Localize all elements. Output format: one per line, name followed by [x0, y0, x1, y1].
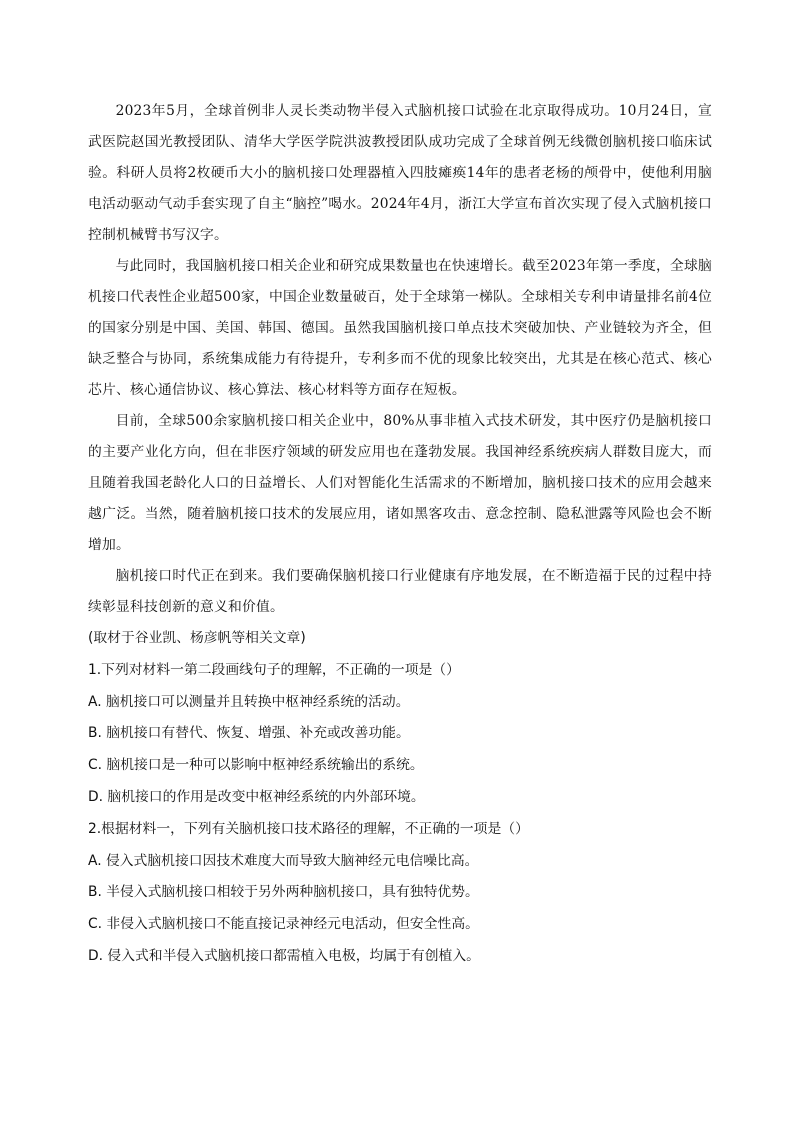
paragraph-4: 脑机接口时代正在到来。我们要确保脑机接口行业健康有序地发展，在不断造福于民的过程中持续彰显科技创新的意义和价值。 [88, 568, 712, 615]
question-stem: 1.下列对材料一第二段画线句子的理解，不正确的一项是（） [88, 661, 460, 678]
question-2 [88, 814, 712, 973]
option-a: A. 脑机接口可以测量并且转换中枢神经系统的活动。 [88, 693, 410, 710]
option-b: B. 半侵入式脑机接口相较于另外两种脑机接口，具有独特优势。 [88, 884, 479, 901]
paragraph-2: 与此同时，我国脑机接口相关企业和研究成果数量也在快速增长。截至2023年第一季度，全球脑机接口代表性企业超500家，中国企业数量破百，处于全球第一梯队。全球相关专利申请量排名前4位的国家分别是中国、美国、韩国、德国。虽然我国脑机接口单点技术突破加快、产业链较为齐全，但缺乏整合与协同，系统集成能力有待提升，专利多而不优的现象比较突出，尤其是在核心范式、核心芯片、核心通信协议、核心算法、核心材料等方面存在短板。 [88, 258, 712, 398]
option-d: D. 脑机接口的作用是改变中枢神经系统的内外部环境。 [88, 788, 425, 805]
option-c: C. 非侵入式脑机接口不能直接记录神经元电活动，但安全性高。 [88, 916, 479, 933]
question-stem: 2.根据材料一，下列有关脑机接口技术路径的理解，不正确的一项是（） [88, 820, 529, 837]
paragraph-3: 目前，全球500余家脑机接口相关企业中，80%从事非植入式技术研发，其中医疗仍是脑机接口的主要产业化方向，但在非医疗领域的研发应用也在蓬勃发展。我国神经系统疾病人群数目庞大，而且随着我国老龄化人口的日益增长、人们对智能化生活需求的不断增加，脑机接口技术的应用会越来越广泛。当然，随着脑机接口技术的发展应用，诸如黑客攻击、意念控制、隐私泄露等风险也会不断增加。 [88, 413, 712, 553]
option-a: A. 侵入式脑机接口因技术难度大而导致大脑神经元电信噪比高。 [88, 852, 479, 869]
question-1 [88, 655, 712, 814]
option-d: D. 侵入式和半侵入式脑机接口都需植入电极，均属于有创植入。 [88, 947, 480, 964]
paragraph-1: 2023年5月，全球首例非人灵长类动物半侵入式脑机接口试验在北京取得成功。10月24日，宣武医院赵国光教授团队、清华大学医学院洪波教授团队成功完成了全球首例无线微创脑机接口临床试验。科研人员将2枚硬币大小的脑机接口处理器植入四肢瘫痪14年的患者老杨的颅骨中，使他利用脑电活动驱动气动手套实现了自主“脑控”喝水。2024年4月，浙江大学宣布首次实现了侵入式脑机接口控制机械臂书写汉字。 [88, 103, 712, 243]
source-note: (取材于谷业凯、杨彦帆等相关文章) [88, 630, 306, 646]
document-content [88, 96, 712, 973]
option-b: B. 脑机接口有替代、恢复、增强、补充或改善功能。 [88, 725, 410, 742]
option-c: C. 脑机接口是一种可以影响中枢神经系统输出的系统。 [88, 757, 424, 774]
